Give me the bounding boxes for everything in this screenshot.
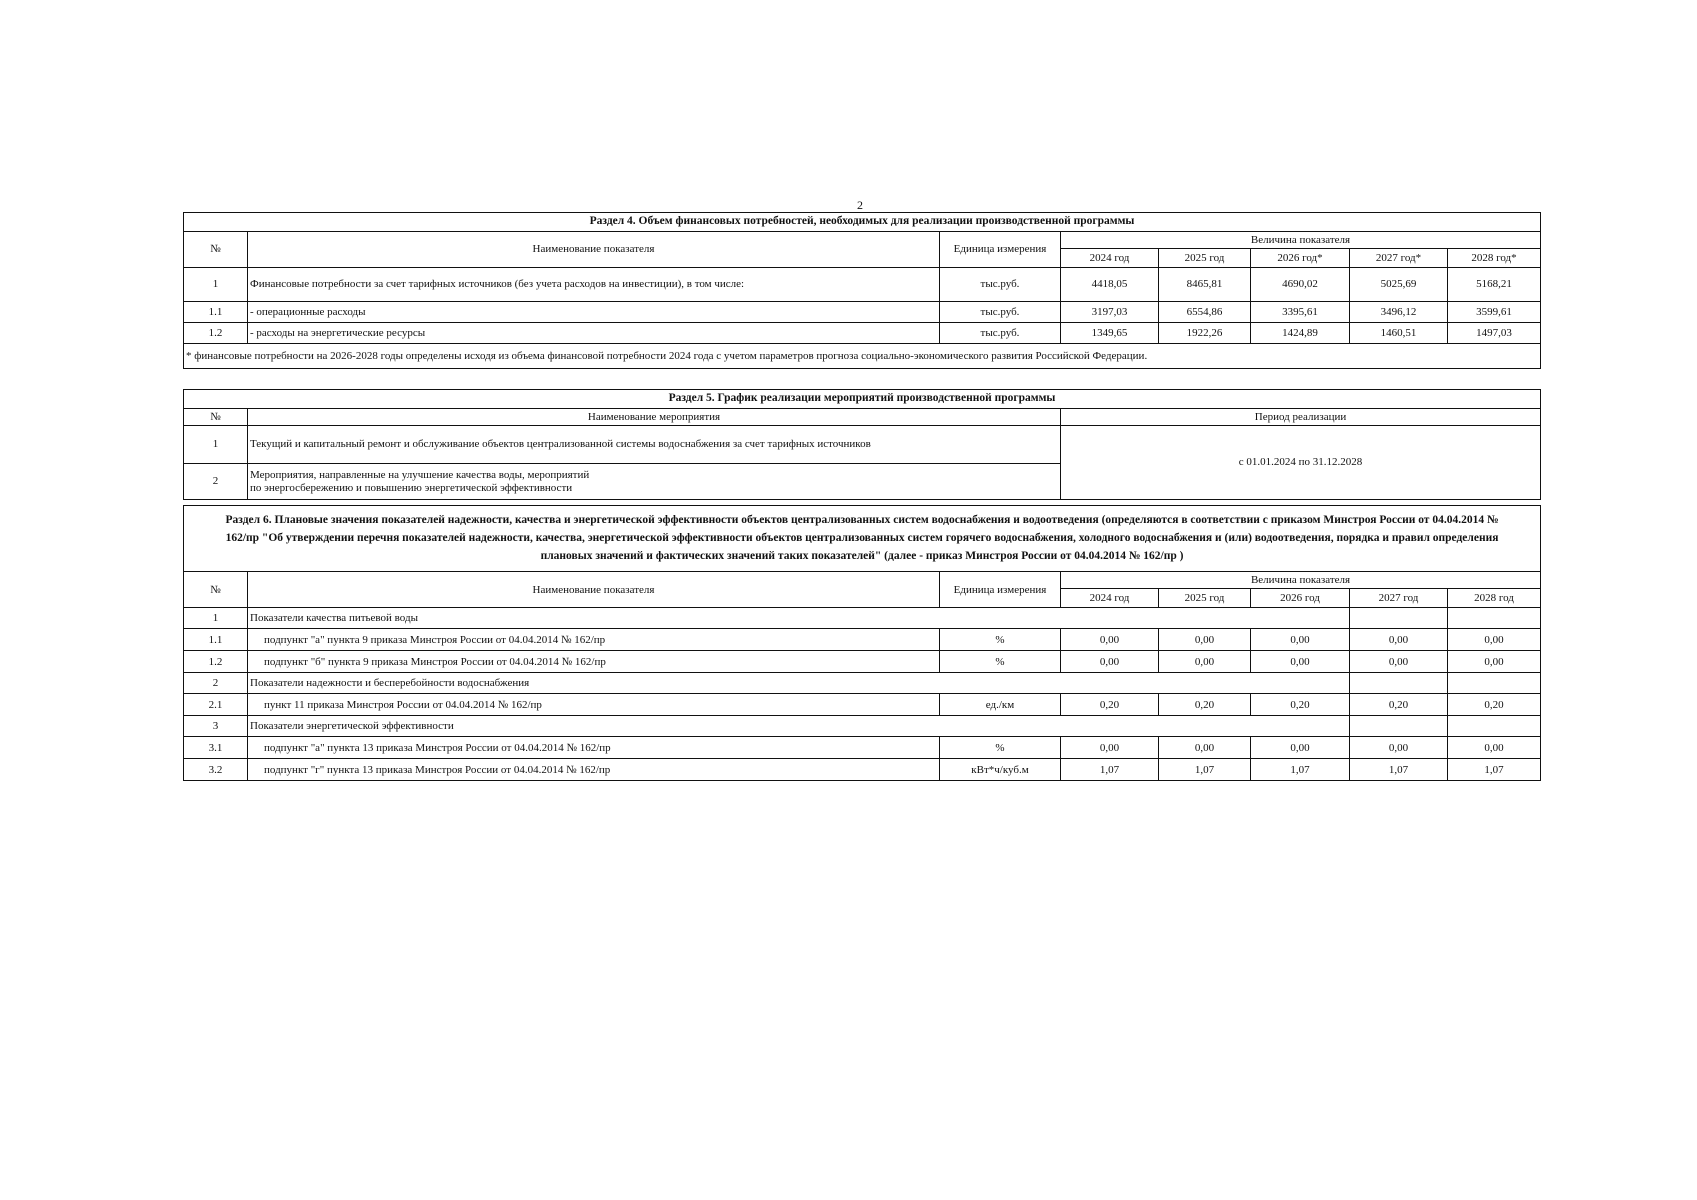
row-name-line2: по энергосбережению и повышению энергетической эффективности bbox=[250, 481, 573, 494]
row-value: 1,07 bbox=[1251, 759, 1350, 781]
row-value: 8465,81 bbox=[1159, 268, 1251, 302]
row-value: 1922,26 bbox=[1159, 323, 1251, 344]
row-value: 3599,61 bbox=[1448, 302, 1541, 323]
row-value: 1349,65 bbox=[1061, 323, 1159, 344]
section5-table bbox=[183, 389, 1541, 500]
row-unit: % bbox=[940, 651, 1061, 673]
row-value: 1424,89 bbox=[1251, 323, 1350, 344]
row-name: Финансовые потребности за счет тарифных источников (без учета расходов на инвестиции), в том числе: bbox=[248, 268, 940, 302]
row-value: 3197,03 bbox=[1061, 302, 1159, 323]
row-number: 1.2 bbox=[184, 323, 248, 344]
table-row bbox=[184, 759, 1541, 781]
row-unit: кВт*ч/куб.м bbox=[940, 759, 1061, 781]
table-row bbox=[184, 694, 1541, 716]
group-number: 3 bbox=[184, 716, 248, 737]
row-value: 0,00 bbox=[1159, 629, 1251, 651]
section4-year-2025: 2025 год bbox=[1159, 249, 1251, 268]
row-name: пункт 11 приказа Минстроя России от 04.04.2014 № 162/пр bbox=[248, 694, 940, 716]
row-name bbox=[248, 464, 1061, 500]
section6-year-2025: 2025 год bbox=[1159, 589, 1251, 608]
section6-year-2024: 2024 год bbox=[1061, 589, 1159, 608]
row-value: 1,07 bbox=[1159, 759, 1251, 781]
row-value: 4418,05 bbox=[1061, 268, 1159, 302]
page-number: 2 bbox=[857, 198, 863, 212]
section4-title: Раздел 4. Объем финансовых потребностей, необходимых для реализации производственной программы bbox=[184, 213, 1541, 232]
table-row bbox=[184, 737, 1541, 759]
section6-year-2027: 2027 год bbox=[1350, 589, 1448, 608]
row-number: 2 bbox=[184, 464, 248, 500]
row-name-line1: Мероприятия, направленные на улучшение качества воды, мероприятий bbox=[250, 468, 590, 481]
section6-year-2026: 2026 год bbox=[1251, 589, 1350, 608]
section5-period: с 01.01.2024 по 31.12.2028 bbox=[1061, 426, 1541, 500]
row-name: подпункт "б" пункта 9 приказа Минстроя России от 04.04.2014 № 162/пр bbox=[248, 651, 940, 673]
row-value: 3496,12 bbox=[1350, 302, 1448, 323]
section4-year-2028: 2028 год* bbox=[1448, 249, 1541, 268]
section4-year-2026: 2026 год* bbox=[1251, 249, 1350, 268]
table-row bbox=[184, 426, 1541, 464]
group-number: 2 bbox=[184, 673, 248, 694]
section5-title: Раздел 5. График реализации мероприятий производственной программы bbox=[184, 390, 1541, 409]
section5-col-no: № bbox=[184, 409, 248, 426]
row-value: 5025,69 bbox=[1350, 268, 1448, 302]
row-number: 1 bbox=[184, 268, 248, 302]
group-name: Показатели качества питьевой воды bbox=[248, 608, 1350, 629]
group-row bbox=[184, 608, 1541, 629]
group-name: Показатели надежности и бесперебойности водоснабжения bbox=[248, 673, 1350, 694]
table-row bbox=[184, 629, 1541, 651]
row-number: 3.1 bbox=[184, 737, 248, 759]
section6-year-2028: 2028 год bbox=[1448, 589, 1541, 608]
section6-col-value: Величина показателя bbox=[1061, 572, 1541, 589]
row-value: 0,00 bbox=[1448, 629, 1541, 651]
section4-col-no: № bbox=[184, 232, 248, 268]
row-value: 0,00 bbox=[1061, 651, 1159, 673]
table-row bbox=[184, 302, 1541, 323]
row-unit: % bbox=[940, 737, 1061, 759]
row-value: 1460,51 bbox=[1350, 323, 1448, 344]
row-value: 0,00 bbox=[1251, 737, 1350, 759]
section6-col-no: № bbox=[184, 572, 248, 608]
section4-col-value: Величина показателя bbox=[1061, 232, 1541, 249]
row-value: 0,20 bbox=[1061, 694, 1159, 716]
row-number: 1 bbox=[184, 426, 248, 464]
group-name: Показатели энергетической эффективности bbox=[248, 716, 1350, 737]
row-unit: тыс.руб. bbox=[940, 268, 1061, 302]
row-value: 0,00 bbox=[1448, 651, 1541, 673]
row-value: 0,20 bbox=[1448, 694, 1541, 716]
row-value: 0,00 bbox=[1350, 737, 1448, 759]
row-value: 0,20 bbox=[1350, 694, 1448, 716]
row-value: 0,00 bbox=[1448, 737, 1541, 759]
table-row bbox=[184, 268, 1541, 302]
row-name: подпункт "а" пункта 9 приказа Минстроя России от 04.04.2014 № 162/пр bbox=[248, 629, 940, 651]
row-number: 3.2 bbox=[184, 759, 248, 781]
row-value: 0,20 bbox=[1159, 694, 1251, 716]
row-name: Текущий и капитальный ремонт и обслуживание объектов централизованной системы водоснабжения за счет тарифных источников bbox=[248, 426, 1061, 464]
group-number: 1 bbox=[184, 608, 248, 629]
section4-footnote: * финансовые потребности на 2026-2028 годы определены исходя из объема финансовой потребности 2024 года с учетом параметров прогноза социально-экономического развития Российской Федерации. bbox=[184, 344, 1541, 369]
section4-col-name: Наименование показателя bbox=[248, 232, 940, 268]
row-value: 0,00 bbox=[1251, 629, 1350, 651]
row-value: 0,00 bbox=[1350, 629, 1448, 651]
row-value: 3395,61 bbox=[1251, 302, 1350, 323]
section6-col-unit: Единица измерения bbox=[940, 572, 1061, 608]
row-name: - операционные расходы bbox=[248, 302, 940, 323]
row-value: 0,00 bbox=[1061, 737, 1159, 759]
section5-col-name: Наименование мероприятия bbox=[248, 409, 1061, 426]
group-row bbox=[184, 716, 1541, 737]
row-value: 0,20 bbox=[1251, 694, 1350, 716]
section4-year-2024: 2024 год bbox=[1061, 249, 1159, 268]
table-row bbox=[184, 323, 1541, 344]
row-unit: ед./км bbox=[940, 694, 1061, 716]
row-number: 1.1 bbox=[184, 302, 248, 323]
row-value: 0,00 bbox=[1159, 737, 1251, 759]
section4-col-unit: Единица измерения bbox=[940, 232, 1061, 268]
row-value: 0,00 bbox=[1061, 629, 1159, 651]
section6-col-name: Наименование показателя bbox=[248, 572, 940, 608]
row-name: подпункт "г" пункта 13 приказа Минстроя России от 04.04.2014 № 162/пр bbox=[248, 759, 940, 781]
row-name: подпункт "а" пункта 13 приказа Минстроя России от 04.04.2014 № 162/пр bbox=[248, 737, 940, 759]
row-value: 0,00 bbox=[1159, 651, 1251, 673]
row-unit: тыс.руб. bbox=[940, 323, 1061, 344]
row-value: 1,07 bbox=[1061, 759, 1159, 781]
row-number: 2.1 bbox=[184, 694, 248, 716]
row-value: 1497,03 bbox=[1448, 323, 1541, 344]
section6-title: Раздел 6. Плановые значения показателей надежности, качества и энергетической эффективности объектов централизованных систем водоснабжения и водоотведения (определяются в соответствии с приказом Минстроя России от 04.04.2014 № 162/пр "Об утверждении перечня показателей надежности, качества, энергетической эффективности объектов централизованных систем горячего водоснабжения, холодного водоснабжения и (или) водоотведения, порядка и правил определения плановых значений и фактических значений таких показателей" (далее - приказ Минстроя России от 04.04.2014 № 162/пр ) bbox=[184, 506, 1541, 572]
group-row bbox=[184, 673, 1541, 694]
section5-col-period: Период реализации bbox=[1061, 409, 1541, 426]
row-unit: % bbox=[940, 629, 1061, 651]
row-value: 4690,02 bbox=[1251, 268, 1350, 302]
row-name: - расходы на энергетические ресурсы bbox=[248, 323, 940, 344]
row-value: 1,07 bbox=[1448, 759, 1541, 781]
row-value: 0,00 bbox=[1251, 651, 1350, 673]
row-value: 0,00 bbox=[1350, 651, 1448, 673]
row-number: 1.1 bbox=[184, 629, 248, 651]
table-row bbox=[184, 651, 1541, 673]
section4-year-2027: 2027 год* bbox=[1350, 249, 1448, 268]
row-value: 5168,21 bbox=[1448, 268, 1541, 302]
section4-table bbox=[183, 212, 1541, 369]
row-value: 6554,86 bbox=[1159, 302, 1251, 323]
row-number: 1.2 bbox=[184, 651, 248, 673]
row-value: 1,07 bbox=[1350, 759, 1448, 781]
row-unit: тыс.руб. bbox=[940, 302, 1061, 323]
section6-table bbox=[183, 505, 1541, 781]
